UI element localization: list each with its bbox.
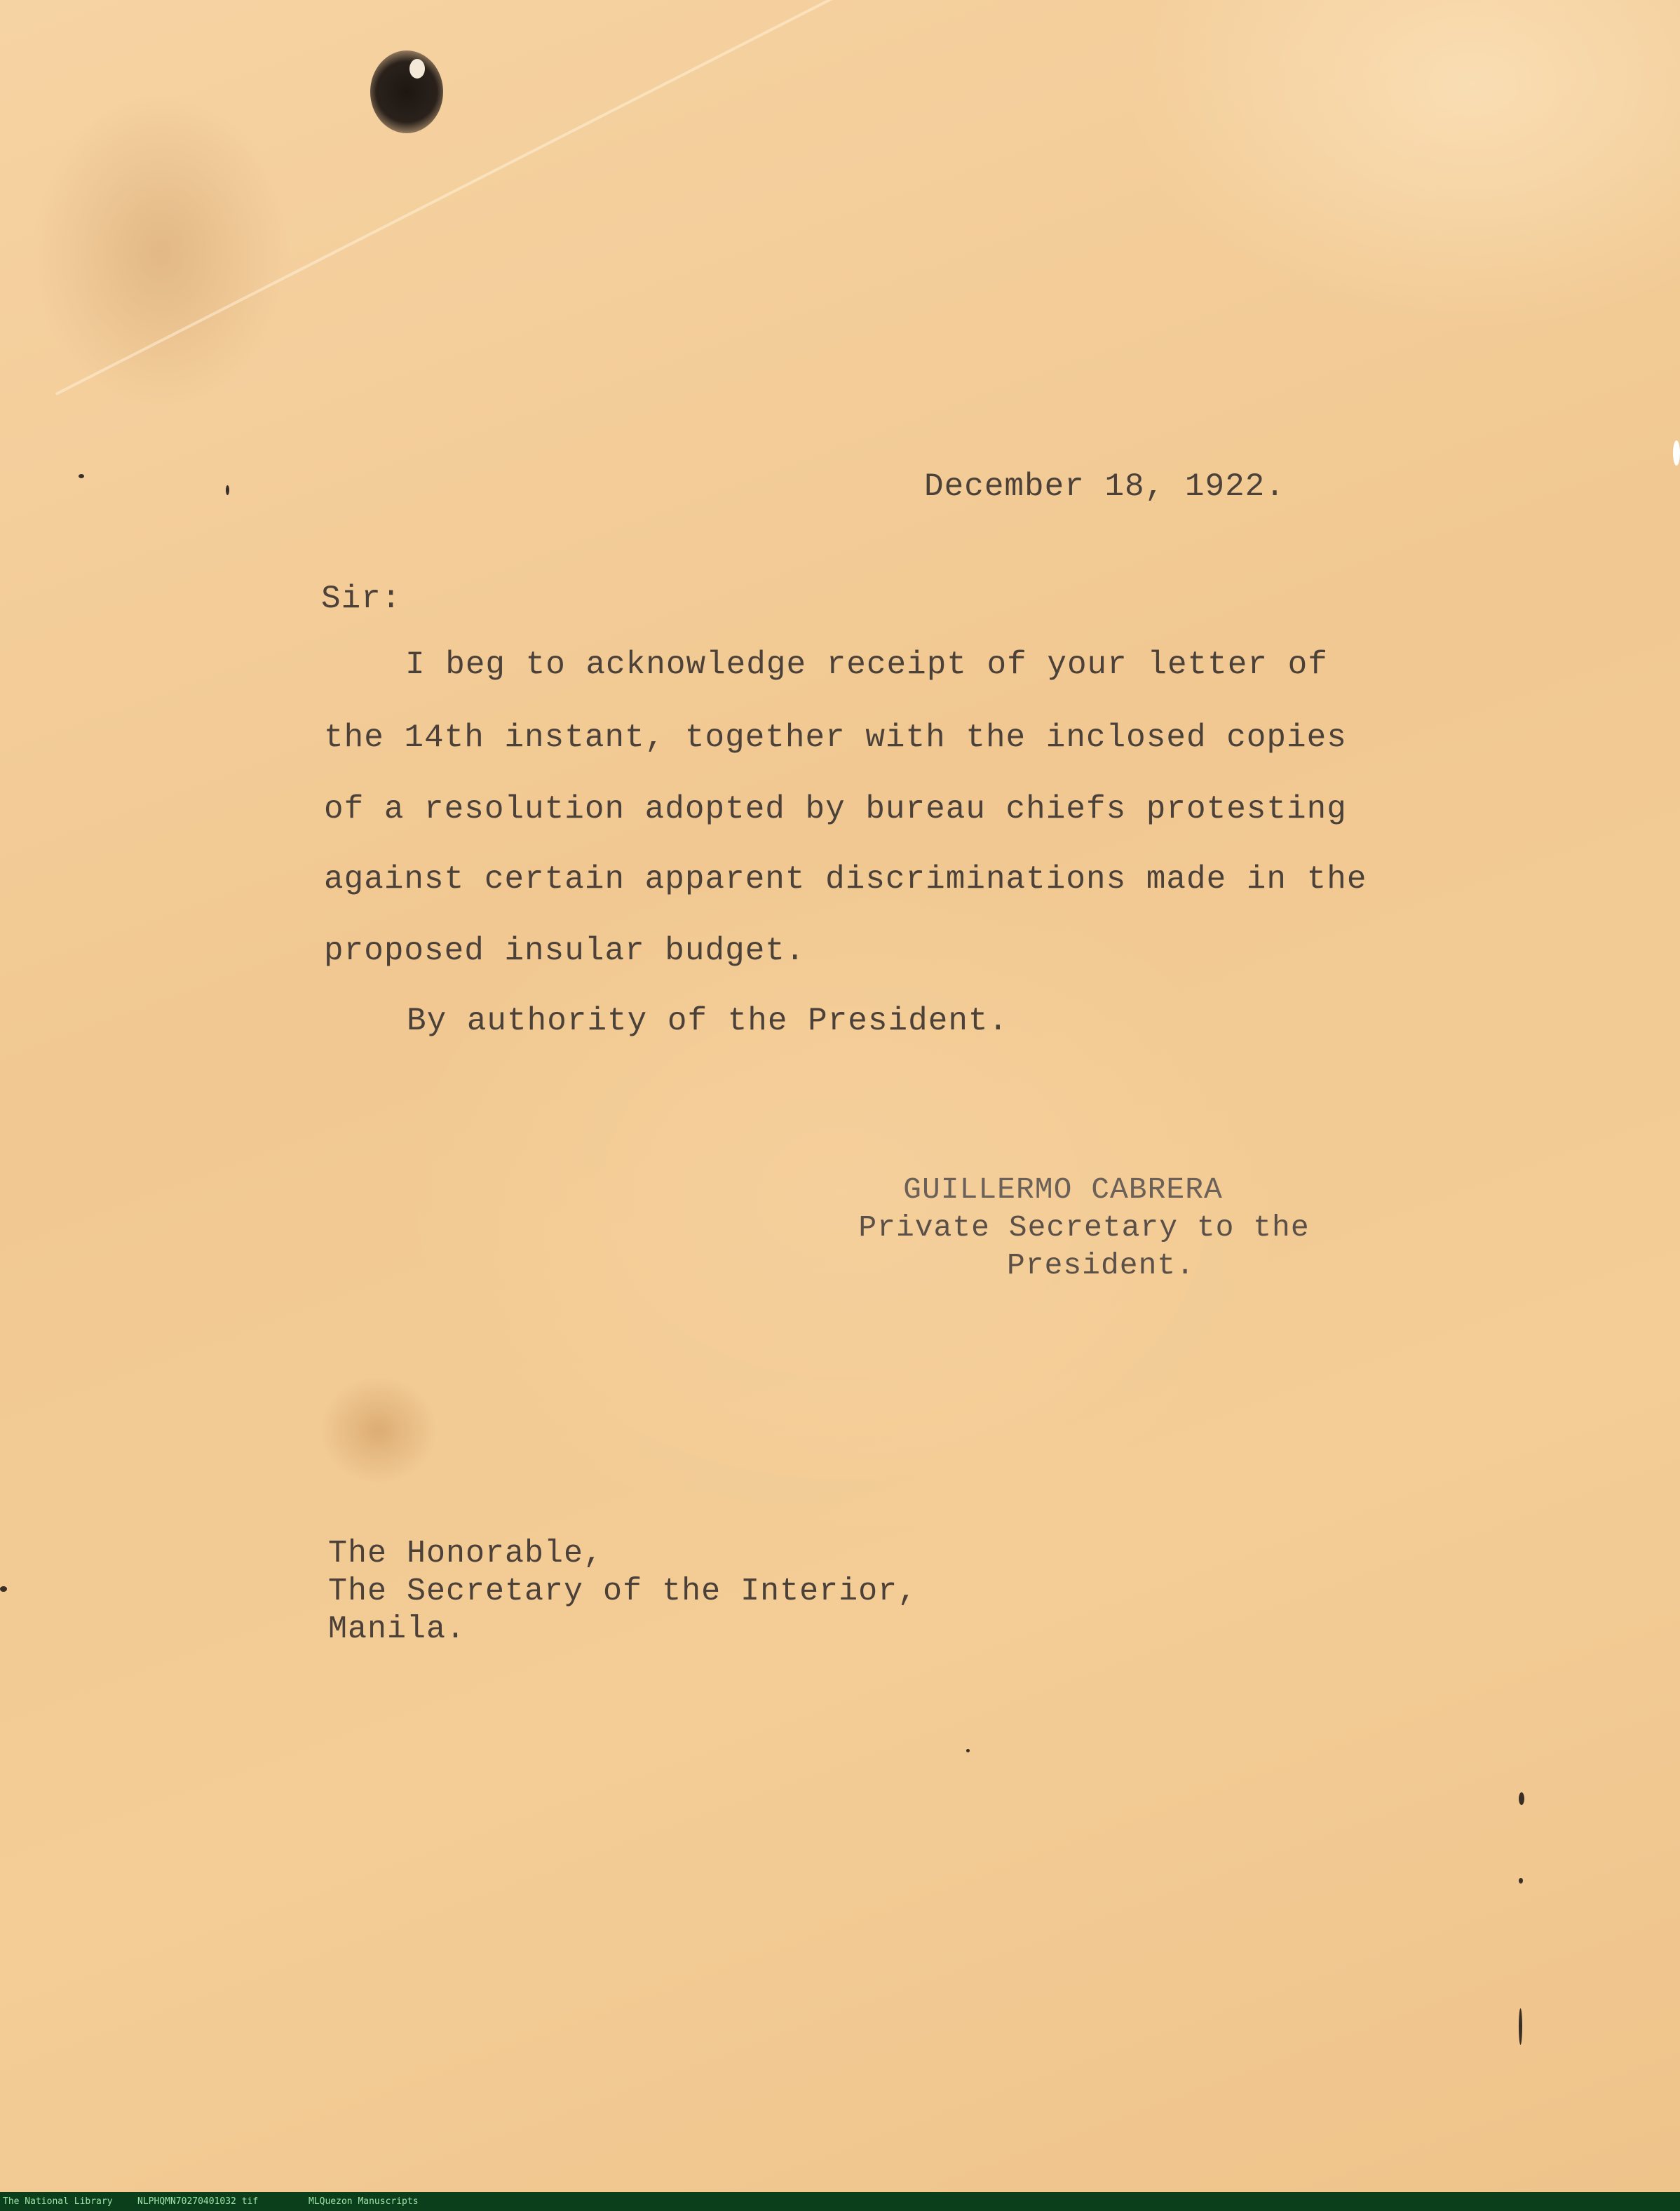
body-line-5: proposed insular budget.	[324, 933, 806, 969]
addressee-line-3: Manila.	[328, 1611, 466, 1647]
signature-name: GUILLERMO CABRERA	[903, 1172, 1223, 1207]
letter-salutation: Sir:	[321, 581, 402, 617]
ink-speck	[1673, 440, 1680, 466]
body-line-4: against certain apparent discriminations made in the	[324, 861, 1367, 898]
ink-speck	[1519, 2008, 1522, 2045]
ink-speck	[0, 1586, 7, 1592]
ink-speck	[1519, 1878, 1523, 1884]
scan-footer-bar	[0, 2192, 1680, 2211]
paper-fold-crease	[55, 0, 994, 395]
body-line-3: of a resolution adopted by bureau chiefs protesting	[324, 791, 1347, 827]
ink-speck	[966, 1749, 970, 1752]
body-line-2: the 14th instant, together with the inclosed copies	[324, 719, 1347, 756]
addressee-line-1: The Honorable,	[328, 1536, 604, 1571]
letter-date: December 18, 1922.	[924, 468, 1285, 505]
addressee-line-2: The Secretary of the Interior,	[328, 1574, 918, 1609]
footer-file: NLPHQMN70270401032 tif	[137, 2196, 259, 2207]
footer-library: The National Library	[3, 2196, 113, 2207]
ink-speck	[79, 474, 84, 478]
punch-hole	[370, 50, 443, 133]
signature-title-line-2: President.	[1006, 1248, 1195, 1283]
signature-title-line-1: Private Secretary to the	[858, 1210, 1310, 1245]
body-line-1: I beg to acknowledge receipt of your letter of	[405, 647, 1328, 683]
ink-speck	[226, 485, 229, 495]
footer-collection: MLQuezon Manuscripts	[309, 2196, 419, 2207]
ink-speck	[1519, 1792, 1524, 1805]
body-line-authority: By authority of the President.	[407, 1003, 1009, 1039]
